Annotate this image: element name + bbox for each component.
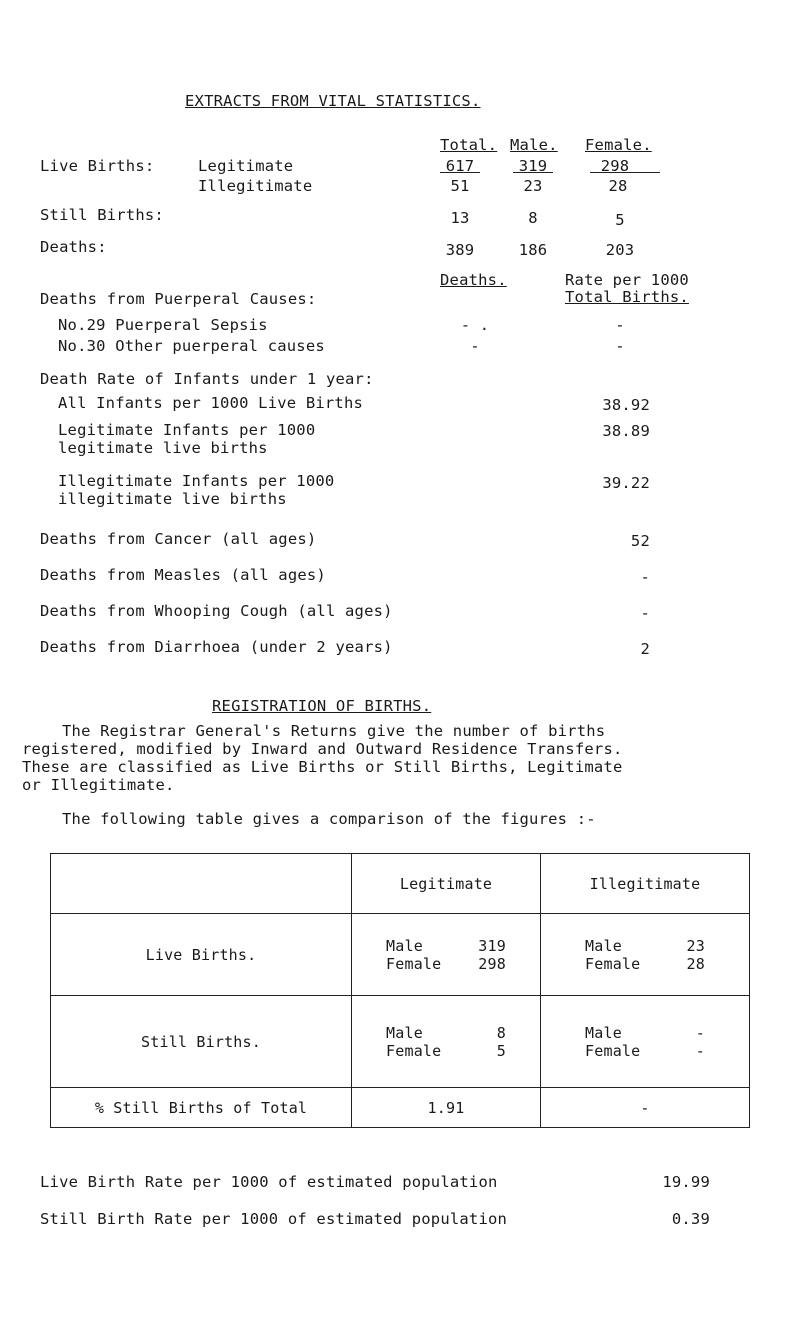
deaths-label: Deaths: <box>40 238 107 256</box>
cell-label: Male <box>585 1023 622 1042</box>
cell-value: 28 <box>686 954 705 973</box>
cell-pct-legitimate: 1.91 <box>352 1088 541 1128</box>
page-title: EXTRACTS FROM VITAL STATISTICS. <box>185 92 481 110</box>
puerperal-row-deaths: - <box>470 337 480 355</box>
header-male: Male. <box>510 136 558 154</box>
registration-para-line: registered, modified by Inward and Outward Residence Transfers. <box>22 740 623 758</box>
illegitimate-male: 23 <box>523 177 543 195</box>
live-births-label: Live Births: <box>40 157 155 175</box>
header-illegitimate: Illegitimate <box>541 854 750 914</box>
registration-para-line: or Illegitimate. <box>22 776 175 794</box>
puerperal-deaths-header: Deaths. <box>440 271 507 289</box>
cancer-deaths-value: 52 <box>630 532 650 550</box>
still-births-female: 5 <box>615 211 625 229</box>
cancer-deaths-label: Deaths from Cancer (all ages) <box>40 530 317 548</box>
legitimate-total: 617 <box>445 157 475 175</box>
cell-value: 319 <box>478 936 506 955</box>
registration-para-line: These are classified as Live Births or Still Births, Legitimate <box>22 758 623 776</box>
still-births-male: 8 <box>528 209 538 227</box>
cell-value: 5 <box>496 1041 506 1060</box>
infant-row-line1: Legitimate Infants per 1000 <box>58 421 316 439</box>
row-label-still-births: Still Births. <box>51 996 352 1088</box>
table-row <box>51 914 750 996</box>
header-female: Female. <box>585 136 652 154</box>
infant-label: Death Rate of Infants under 1 year: <box>40 370 374 388</box>
infant-row-value: 38.89 <box>602 422 650 440</box>
illegitimate-label: Illegitimate <box>198 177 313 195</box>
header-legitimate: Legitimate <box>352 854 541 914</box>
cell-value: 8 <box>496 1023 506 1042</box>
illegitimate-female: 28 <box>608 177 628 195</box>
cell-still-illegitimate <box>541 996 750 1088</box>
deaths-female: 203 <box>605 241 635 259</box>
infant-row-line1: All Infants per 1000 Live Births <box>58 394 364 412</box>
cell-label: Male <box>386 1023 423 1042</box>
still-births-label: Still Births: <box>40 206 164 224</box>
table-row <box>51 996 750 1088</box>
cell-value: 23 <box>686 936 705 955</box>
cell-pct-illegitimate: - <box>541 1088 750 1128</box>
still-birth-rate-value: 0.39 <box>671 1210 710 1228</box>
puerperal-rate-header: Rate per 1000 <box>565 271 689 289</box>
comparison-table <box>50 853 750 1128</box>
infant-row-value: 38.92 <box>602 396 650 414</box>
infant-row-value: 39.22 <box>602 474 650 492</box>
cell-live-illegitimate <box>541 914 750 996</box>
puerperal-row-rate: - <box>615 337 625 355</box>
cell-value: - <box>695 1041 705 1060</box>
legitimate-label: Legitimate <box>198 157 294 175</box>
whooping-cough-deaths-label: Deaths from Whooping Cough (all ages) <box>40 602 393 620</box>
cell-label: Female <box>585 954 641 973</box>
cell-label: Male <box>585 936 622 955</box>
cell-live-legitimate <box>352 914 541 996</box>
row-label-live-births: Live Births. <box>51 914 352 996</box>
puerperal-row-deaths: - . <box>460 316 490 334</box>
whooping-cough-deaths-value: - <box>640 604 650 622</box>
puerperal-row-label: No.29 Puerperal Sepsis <box>58 316 268 334</box>
live-births-underline <box>590 172 660 173</box>
cell-label: Female <box>386 954 442 973</box>
live-birth-rate-value: 19.99 <box>662 1173 710 1191</box>
live-births-underline <box>513 172 553 173</box>
cell-still-legitimate <box>352 996 541 1088</box>
deaths-male: 186 <box>518 241 548 259</box>
registration-heading: REGISTRATION OF BIRTHS. <box>212 697 432 715</box>
cell-label: Male <box>386 936 423 955</box>
table-header-row <box>51 854 750 914</box>
cell-value: 298 <box>478 954 506 973</box>
legitimate-female: 298 <box>600 157 630 175</box>
infant-row-line2: legitimate live births <box>58 439 268 457</box>
live-birth-rate-label: Live Birth Rate per 1000 of estimated population <box>40 1173 498 1191</box>
infant-row-line2: illegitimate live births <box>58 490 287 508</box>
diarrhoea-deaths-label: Deaths from Diarrhoea (under 2 years) <box>40 638 393 656</box>
table-corner-cell <box>51 854 352 914</box>
live-births-underline <box>440 172 480 173</box>
diarrhoea-deaths-value: 2 <box>640 640 650 658</box>
infant-row-line1: Illegitimate Infants per 1000 <box>58 472 335 490</box>
measles-deaths-label: Deaths from Measles (all ages) <box>40 566 326 584</box>
registration-para-line: The Registrar General's Returns give the number of births <box>62 722 606 740</box>
puerperal-label: Deaths from Puerperal Causes: <box>40 290 317 308</box>
legitimate-male: 319 <box>518 157 548 175</box>
row-label-pct-still-births: % Still Births of Total <box>51 1088 352 1128</box>
deaths-total: 389 <box>445 241 475 259</box>
cell-label: Female <box>386 1041 442 1060</box>
registration-para2: The following table gives a comparison of the figures :- <box>62 810 596 828</box>
cell-label: Female <box>585 1041 641 1060</box>
table-row <box>51 1088 750 1128</box>
still-birth-rate-label: Still Birth Rate per 1000 of estimated population <box>40 1210 508 1228</box>
cell-value: - <box>695 1023 705 1042</box>
still-births-total: 13 <box>450 209 470 227</box>
puerperal-row-rate: - <box>615 316 625 334</box>
illegitimate-total: 51 <box>450 177 470 195</box>
puerperal-rate-header-2: Total Births. <box>565 288 689 306</box>
measles-deaths-value: - <box>640 568 650 586</box>
puerperal-row-label: No.30 Other puerperal causes <box>58 337 325 355</box>
header-total: Total. <box>440 136 498 154</box>
